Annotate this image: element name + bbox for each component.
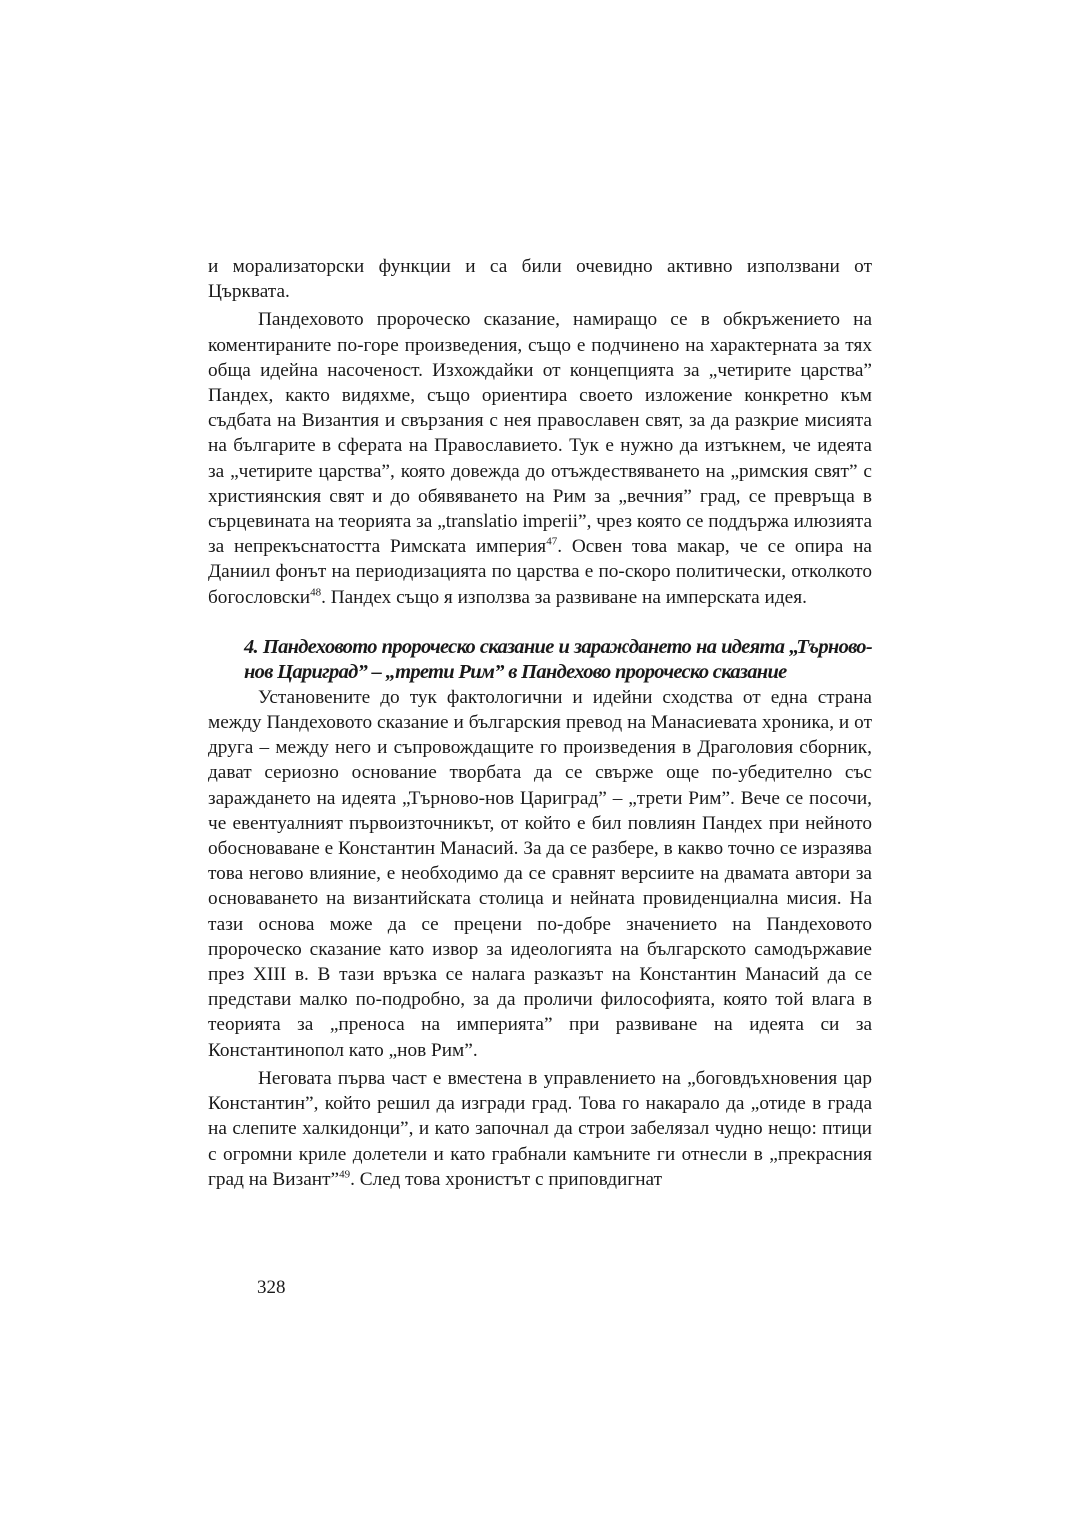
paragraph-text: и морализаторски функции и са били очевидно активно използвани от Църквата. xyxy=(208,256,872,303)
footnote-ref-47: 47 xyxy=(546,535,558,548)
paragraph-text: Установените до тук фактологични и идейни сходства от една страна между Пандеховото сказание и българския превод на Манасиевата хроника, и от друга – между него и съпровождащите го произведения в Драголовия сборник, дават сериозно основание творбата да се свърже още по-убедително със зараждането на идеята „Търново-нов Цариград” – „трети Рим”. Вече се посочи, че евентуалният първоизточникът, от който е бил повлиян Пандех при нейното обосноваване е Константин Манасий. За да се разбере, в какво точно се изразява това негово влияние, е необходимо да се сравнят версиите на двамата автори за основаването на византийската столица и нейната провиденциална мисия. На тази основа може да се прецени по-добре значението на Пандеховото пророческо сказание като извор за идеологията на българското самодържавие през XIII в. В тази връзка се налага разказът на Константин Манасий да се представи малко по-подробно, за да проличи философията, която той влага в теорията за „преноса на империята” при развиване на идеята си за Константинопол като „нов Рим”. xyxy=(208,686,872,1061)
paragraph-text: Пандеховото пророческо сказание, намиращо се в обкръжението на коментираните по-горе произведения, също е подчинено на характерната за тях обща идейна насоченост. Изхождайки от концепцията за „четирите царства” Пандех, както видяхме, също ориентира своето изложение конкретно към съдбата на Византия и свързания с нея православен свят, за да разкрие мисията на българите в сферата на Православието. Тук е нужно да изтъкнем, че идеята за „четирите царства”, която довежда до отъждествяването на „римския свят” с християнския свят и до обявяването на Рим за „вечния” град, се превръща в сърцевината на теорията за „translatio imperii”, чрез която се поддържа илюзията за непрекъснатостта Римската империя xyxy=(208,309,872,558)
paragraph-four-kingdoms xyxy=(208,307,872,609)
paragraph-continuation xyxy=(208,254,872,304)
paragraph-text: Неговата първа част е вместена в управлението на „боговдъхновения цар Константин”, който решил да изгради град. Това го накарало да „отиде в града на слепите халкидонци”, и като започнал да строи забелязал чудно нещо: птици с огромни криле долетели и като грабнали камъните ги отнесли в „прекрасния град на Визант” xyxy=(208,1067,872,1190)
paragraph-established-similarities xyxy=(208,685,872,1063)
page-body xyxy=(208,254,872,1192)
page-number: 328 xyxy=(257,1277,286,1298)
section-heading: 4. Пандеховото пророческо сказание и зараждането на идеята „Търново-нов Цариград” – „трети Рим” в Пандехово пророческо сказание xyxy=(244,635,872,683)
footnote-ref-49: 49 xyxy=(339,1168,351,1181)
paragraph-text: . Пандех също я използва за развиване на имперската идея. xyxy=(321,586,807,608)
paragraph-text: . Освен това макар, че се опира на Даниил фонът на периодизацията по царства е по-скоро политически, отколкото богословски xyxy=(208,536,872,608)
paragraph-text: . След това хронистът с приповдигнат xyxy=(350,1168,663,1190)
footnote-ref-48: 48 xyxy=(310,586,322,599)
paragraph-first-part xyxy=(208,1066,872,1192)
